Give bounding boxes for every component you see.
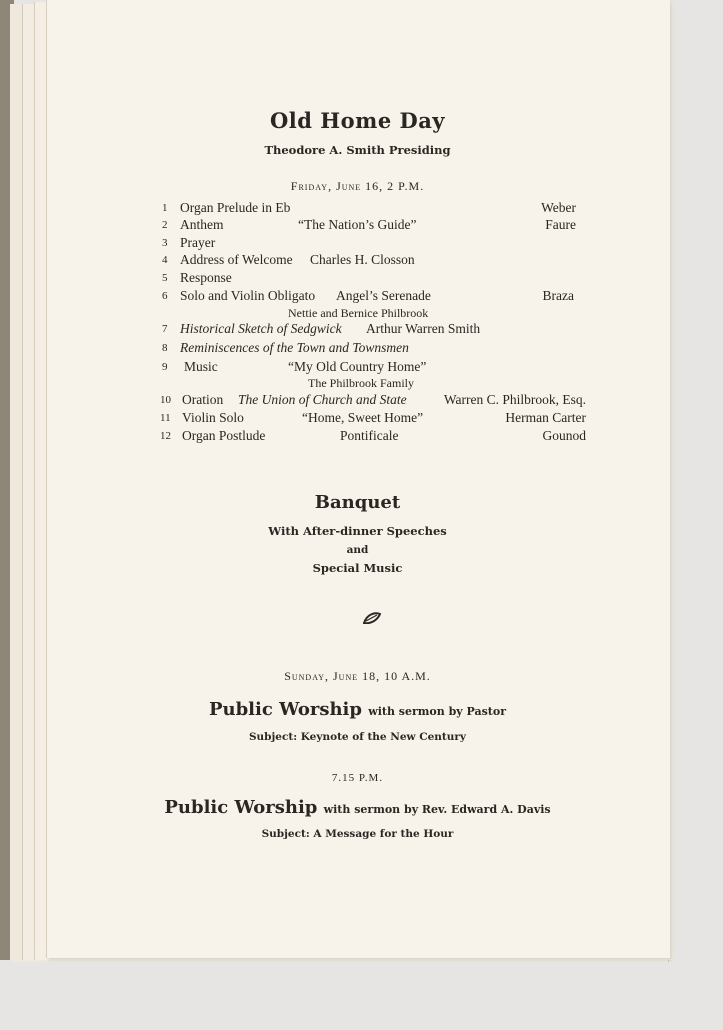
item-piece: “My Old Country Home” xyxy=(288,359,427,374)
service-morning xyxy=(46,699,669,720)
item-title: Violin Solo xyxy=(182,410,244,425)
program-item xyxy=(162,288,582,306)
banquet-line-music: Special Music xyxy=(312,561,403,575)
program-item xyxy=(162,217,582,235)
item-number: 4 xyxy=(162,254,168,266)
item-title: Organ Postlude xyxy=(182,428,266,443)
item-speaker: Warren C. Philbrook, Esq. xyxy=(443,392,586,407)
item-number: 5 xyxy=(162,272,168,284)
item-piece: “The Nation’s Guide” xyxy=(298,217,417,232)
service-evening-details: with sermon by Rev. Edward A. Davis xyxy=(323,803,551,816)
item-number: 12 xyxy=(160,430,171,442)
sunday-date: Sunday, June 18, 10 A.M. xyxy=(284,669,431,683)
item-title: Historical Sketch of Sedgwick xyxy=(180,321,342,336)
service-morning-subject: Subject: Keynote of the New Century xyxy=(248,731,467,743)
item-composer: Braza xyxy=(542,288,574,303)
program-item xyxy=(160,428,586,446)
item-speaker: Charles H. Closson xyxy=(310,252,415,267)
item-number: 9 xyxy=(162,361,168,373)
service-evening-title: Public Worship xyxy=(164,797,318,818)
service-evening-subject: Subject: A Message for the Hour xyxy=(261,828,454,840)
service-morning-details: with sermon by Pastor xyxy=(368,705,507,718)
item-number: 6 xyxy=(162,290,168,302)
item-performer: Herman Carter xyxy=(505,410,586,425)
banquet-line-speeches: With After-dinner Speeches xyxy=(268,524,447,538)
leaf-ornament-icon xyxy=(363,612,381,624)
item-title: Music xyxy=(184,359,218,374)
banquet-line-and: and xyxy=(346,544,369,556)
program-item xyxy=(162,252,582,270)
item-piece: Pontificale xyxy=(340,428,399,443)
evening-time: 7.15 P.M. xyxy=(331,772,384,784)
program-item xyxy=(162,340,582,358)
program-item xyxy=(162,321,582,339)
program-item xyxy=(160,392,586,410)
banquet-title: Banquet xyxy=(314,492,401,513)
friday-date: Friday, June 16, 2 P.M. xyxy=(290,179,425,193)
item-number: 7 xyxy=(162,323,168,335)
program-item xyxy=(160,410,586,428)
item-performers: The Philbrook Family xyxy=(308,376,414,390)
item-title: Anthem xyxy=(180,217,224,232)
item-composer: Gounod xyxy=(542,428,586,443)
item-title: Organ Prelude in Eb xyxy=(180,200,291,215)
item-performers: Nettie and Bernice Philbrook xyxy=(288,306,429,320)
item-title: Solo and Violin Obligato xyxy=(180,288,316,303)
item-piece: “Home, Sweet Home” xyxy=(302,410,424,425)
program-item xyxy=(162,270,582,288)
program-item xyxy=(162,359,582,377)
page-title: Old Home Day xyxy=(269,108,446,133)
item-piece: Angel’s Serenade xyxy=(336,288,431,303)
item-number: 10 xyxy=(160,394,171,406)
item-title: Response xyxy=(180,270,232,285)
item-subject: The Union of Church and State xyxy=(238,392,407,407)
item-title: Oration xyxy=(182,392,224,407)
service-evening xyxy=(46,797,669,818)
program-item xyxy=(162,200,582,218)
item-title: Prayer xyxy=(180,235,216,250)
item-title: Address of Welcome xyxy=(180,252,293,267)
item-composer: Weber xyxy=(541,200,576,215)
service-morning-title: Public Worship xyxy=(208,699,362,720)
presiding-line: Theodore A. Smith Presiding xyxy=(264,143,451,157)
item-composer: Faure xyxy=(545,217,576,232)
item-number: 2 xyxy=(162,219,168,231)
item-number: 8 xyxy=(162,342,168,354)
item-speaker: Arthur Warren Smith xyxy=(366,321,481,336)
program-item xyxy=(162,235,582,253)
item-title: Reminiscences of the Town and Townsmen xyxy=(180,340,409,355)
item-number: 1 xyxy=(162,202,168,214)
item-number: 3 xyxy=(162,237,168,249)
item-number: 11 xyxy=(160,412,171,424)
